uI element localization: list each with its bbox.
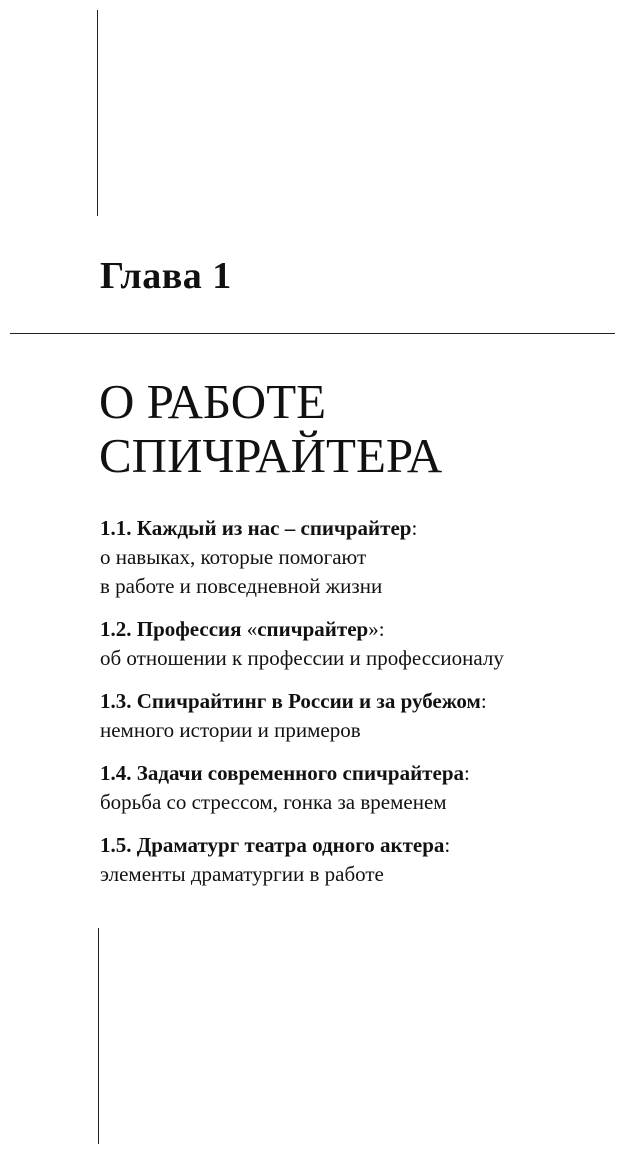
toc-item-quoted: спичрайтер	[257, 617, 369, 641]
chapter-title-line: О РАБОТЕ	[99, 374, 327, 429]
toc-item	[100, 759, 615, 817]
toc-item	[100, 514, 615, 601]
toc-item-colon: :	[378, 617, 385, 641]
toc-item-description: об отношении к профессии и профессионалу	[100, 646, 504, 670]
toc-item-quote-open: «	[246, 617, 258, 641]
toc-item-title: 1.1. Каждый из нас – спичрайтер	[100, 516, 412, 540]
chapter-title-line: СПИЧРАЙТЕРА	[99, 428, 443, 483]
toc-item-title: 1.3. Спичрайтинг в России и за рубежом	[100, 689, 481, 713]
toc-item-colon: :	[444, 833, 451, 857]
toc-item-title: 1.2. Профессия	[100, 617, 247, 641]
toc-item-heading	[100, 615, 615, 644]
bottom-vertical-rule	[98, 928, 99, 1144]
toc-item-description: о навыках, которые помогают	[100, 545, 367, 569]
toc-item-description: немного истории и примеров	[100, 718, 361, 742]
toc-item-colon: :	[464, 761, 470, 785]
toc-item-quote-close: »	[368, 617, 379, 641]
toc-item-heading	[100, 514, 615, 543]
horizontal-rule	[10, 333, 615, 334]
toc-item-title: 1.5. Драматург театра одного актера	[100, 833, 445, 857]
toc-item	[100, 831, 615, 889]
top-vertical-rule	[97, 10, 98, 216]
toc-item-heading	[100, 831, 615, 860]
table-of-contents	[100, 514, 615, 903]
toc-item-colon: :	[480, 689, 487, 713]
toc-item	[100, 615, 615, 673]
toc-item-description: борьба со стрессом, гонка за временем	[100, 790, 447, 814]
toc-item-heading	[100, 687, 615, 716]
toc-item-title: 1.4. Задачи современного спичрайтера	[100, 761, 464, 785]
chapter-label: Глава 1	[100, 255, 232, 297]
toc-item-heading	[100, 759, 615, 788]
toc-item-description: элементы драматургии в работе	[100, 862, 384, 886]
toc-item-colon: :	[411, 516, 418, 540]
toc-item-description: в работе и повседневной жизни	[100, 574, 383, 598]
toc-item	[100, 687, 615, 745]
chapter-title	[99, 375, 599, 483]
